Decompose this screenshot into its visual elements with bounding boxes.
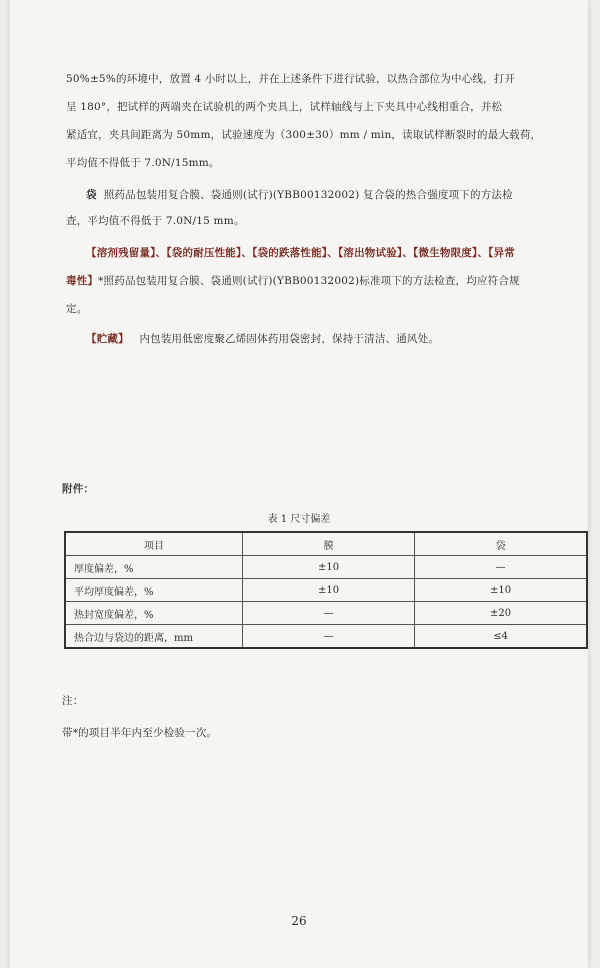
bag-text: 照药品包装用复合膜、袋通则(试行)(YBB00132002) 复合袋的热合强度项下的方法检 [103,189,513,201]
dimension-deviation-table [64,531,588,649]
storage-text: 内包装用低密度聚乙烯固体药用袋密封，保持于清洁、通风处。 [139,333,440,345]
note-text: 带*的项目半年内至少检验一次。 [62,727,218,739]
table-row [65,579,587,602]
table-caption: 表 1 尺寸偏差 [267,514,331,525]
bag-lead: 袋 [86,189,97,201]
header-bag: 袋 [415,532,587,556]
table-cell: ±10 [415,579,587,602]
test-items-heading-cont: 毒性】 [66,275,99,287]
table-header-row [65,532,587,556]
table-row [65,556,587,579]
table-cell: 平均厚度偏差，% [65,579,242,602]
table-cell: ±20 [415,602,587,625]
text-line: 查，平均值不得低于 7.0N/15 mm。 [66,215,245,227]
storage-heading: 【贮藏】 [86,333,129,345]
page-number: 26 [291,914,307,928]
table-cell: ≤4 [415,625,587,649]
table-cell: — [415,556,587,579]
text-line: 呈 180°，把试样的两端夹在试验机的两个夹具上，试样轴线与上下夹具中心线相重合，并松 [66,101,503,113]
table-row [65,602,587,625]
text-line: 紧适宜，夹具间距离为 50mm，试验速度为（300±30）mm / min，读取试样断裂时的最大载荷， [66,129,542,141]
attachment-label: 附件： [62,483,95,495]
table-row [65,625,587,649]
text-line [86,184,586,207]
note-label: 注： [62,695,84,707]
table-cell: 厚度偏差，% [65,556,242,579]
test-items-text: *照药品包装用复合膜、袋通则(试行)(YBB00132002)标准项下的方法检查，均应符合规 [98,275,520,287]
text-line: 50%±5%的环境中，放置 4 小时以上，并在上述条件下进行试验，以热合部位为中心线，打开 [66,73,516,85]
table-cell: 热合边与袋边的距离，mm [65,625,242,649]
table-cell: — [242,602,414,625]
table-cell: — [242,625,414,649]
table-cell: ±10 [242,556,414,579]
table-cell: ±10 [242,579,414,602]
table-cell: 热封宽度偏差，% [65,602,242,625]
document-page [10,0,588,968]
test-items-heading: 【溶剂残留量】、【袋的耐压性能】、【袋的跌落性能】、【溶出物试验】、【微生物限度】、【异常 [86,247,515,259]
text-line: 定。 [66,303,88,315]
header-film: 膜 [242,532,414,556]
header-item: 项目 [65,532,242,556]
text-line [66,270,586,293]
paragraph-storage [86,328,586,351]
text-line: 平均值不得低于 7.0N/15mm。 [66,157,220,169]
